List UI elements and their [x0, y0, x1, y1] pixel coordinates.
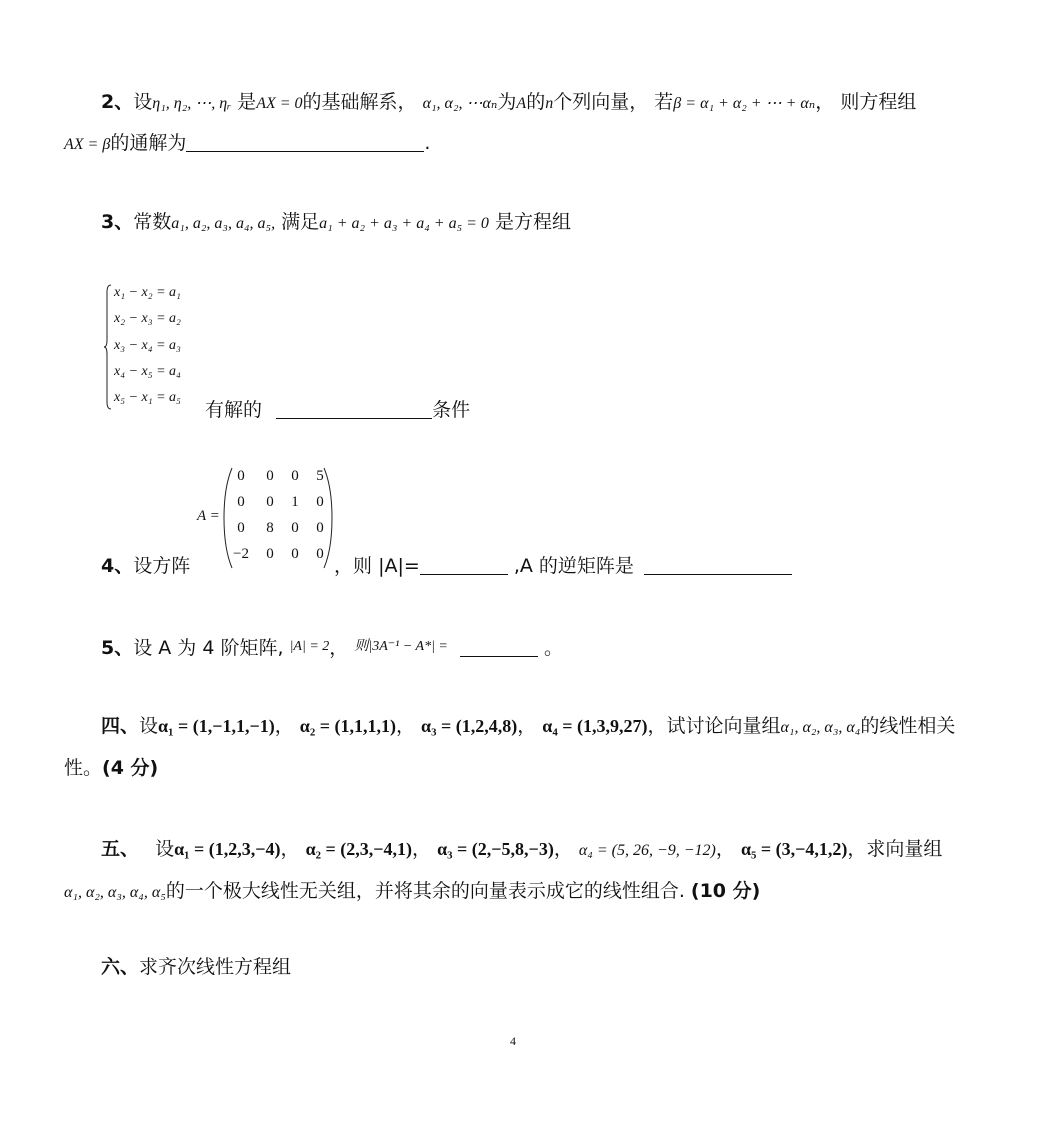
matrix-cell: 0: [291, 520, 299, 536]
q5-det-formula: |A| = 2: [289, 639, 330, 654]
q2-line1: 2、设η₁, η₂, ⋯, ηᵣ 是AX = 0的基础解系， α₁, α₂, ⋯αₙ为A的n个列向量， 若β = α₁ + α₂ + ⋯ + αₙ， 则方程组: [101, 91, 917, 113]
matrix-cell: 0: [266, 546, 274, 562]
matrix-cell: 0: [237, 520, 245, 536]
q3-condition: a₁ + a₂ + a₃ + a₄ + a₅ = 0: [319, 215, 489, 232]
q3-constants: a₁, a₂, a₃, a₄, a₅,: [171, 215, 276, 232]
matrix-cell: −2: [233, 546, 249, 562]
matrix-cell: 0: [291, 468, 299, 484]
q-five-alpha4: α₄ = (5, 26, −9, −12): [578, 842, 716, 859]
matrix-cell: 0: [266, 494, 274, 510]
page-number: 4: [510, 1034, 516, 1048]
q2-line2: AX = β的通解为 .: [64, 132, 431, 154]
q5-line: 5、设 A 为 4 阶矩阵, $^{|A| = 2}$， $^{则|3A^{-1} - A*| =}$ 。: [101, 637, 563, 659]
q5-expression: 则|3A⁻¹ − A*| =: [354, 639, 448, 654]
q3-line-end: 有解的 条件: [205, 399, 471, 421]
q3-equation-1: x₁ − x₂ = a₁: [114, 285, 181, 300]
q2-ax0-formula: AX = 0: [256, 95, 303, 112]
q2-alpha-formula: α₁, α₂, ⋯αₙ: [422, 95, 498, 112]
q4-line-end: ，则 |A|= ,A 的逆矩阵是: [334, 551, 792, 578]
matrix-cell: 0: [316, 520, 324, 536]
q-four-alpha3: α₃ = (1,2,4,8): [421, 716, 518, 736]
q4-number: 4、: [101, 555, 134, 577]
q4-matrix-label: A =: [197, 508, 220, 524]
q2-answer-blank[interactable]: [186, 133, 424, 152]
q3-equation-4: x₄ − x₅ = a₄: [114, 364, 181, 379]
matrix-cell: 0: [291, 546, 299, 562]
q5-number: 5、: [101, 637, 134, 659]
q-five-alpha2: α₂ = (2,3,−4,1): [305, 839, 413, 859]
q4-line: 4、设方阵: [101, 555, 191, 577]
matrix-cell: 1: [291, 494, 299, 510]
q-six-number: 六、: [101, 956, 140, 978]
q2-axb-formula: AX = β: [64, 136, 111, 153]
q-four-line1: 四、设α₁ = (1,−1,1,−1)， α₂ = (1,1,1,1)， α₃ = (1,2,4,8)， α₄ = (1,3,9,27)，试讨论向量组α₁, α₂, α₃, α₄的线性相关: [101, 715, 956, 737]
matrix-cell: 0: [316, 494, 324, 510]
q-five-alpha1: α₁ = (1,2,3,−4): [174, 839, 281, 859]
matrix-cell: 0: [316, 546, 324, 562]
q-four-alpha2: α₂ = (1,1,1,1): [299, 716, 396, 736]
q2-beta-formula: β = α₁ + α₂ + ⋯ + αₙ: [673, 95, 816, 112]
q-four-score: (4 分): [102, 757, 159, 779]
q2-number: 2、: [101, 91, 134, 113]
q4-det-blank[interactable]: [420, 556, 508, 575]
q-five-vector-set: α₁, α₂, α₃, α₄, α₅: [64, 884, 166, 901]
q3-line1: 3、常数a₁, a₂, a₃, a₄, a₅, 满足a₁ + a₂ + a₃ + a₄ + a₅ = 0 是方程组: [101, 211, 571, 233]
q3-number: 3、: [101, 211, 134, 233]
matrix-cell: 0: [237, 468, 245, 484]
q3-answer-blank[interactable]: [276, 400, 432, 419]
q-six-line: 六、求齐次线性方程组: [101, 956, 292, 978]
q-four-vector-set: α₁, α₂, α₃, α₄: [780, 719, 861, 736]
q2-eta-formula: η₁, η₂, ⋯, ηᵣ: [152, 95, 232, 112]
q-five-alpha5: α₅ = (3,−4,1,2): [740, 839, 848, 859]
q3-equation-5: x₅ − x₁ = a₅: [114, 390, 181, 405]
q4-determinant: |A|=: [378, 555, 420, 577]
matrix-cell: 5: [316, 468, 324, 484]
q3-equation-2: x₂ − x₃ = a₂: [114, 311, 181, 326]
q5-answer-blank[interactable]: [460, 638, 538, 657]
matrix-cell: 0: [266, 468, 274, 484]
matrix-cell: 0: [237, 494, 245, 510]
q-four-number: 四、: [101, 715, 140, 737]
q-five-number: 五、: [101, 838, 140, 860]
q-five-score: (10 分): [690, 880, 761, 902]
q-five-line2: α₁, α₂, α₃, α₄, α₅的一个极大线性无关组，并将其余的向量表示成它的线性组合. (10 分): [64, 880, 761, 902]
q-four-line2: 性。(4 分): [64, 757, 159, 779]
q-four-alpha4: α₄ = (1,3,9,27): [542, 716, 648, 736]
q-four-alpha1: α₁ = (1,−1,1,−1): [158, 716, 275, 736]
q3-system-brace: [104, 284, 112, 410]
q-five-line1: 五、 设α₁ = (1,2,3,−4)， α₂ = (2,3,−4,1)， α₃ = (2,−5,8,−3)， α₄ = (5, 26, −9, −12)， α₅ = (3,−4,1,2)，求向量组: [101, 838, 943, 860]
q-five-alpha3: α₃ = (2,−5,8,−3): [437, 839, 554, 859]
q4-inverse-blank[interactable]: [644, 556, 792, 575]
matrix-cell: 8: [266, 520, 274, 536]
q3-equation-3: x₃ − x₄ = a₃: [114, 338, 181, 353]
